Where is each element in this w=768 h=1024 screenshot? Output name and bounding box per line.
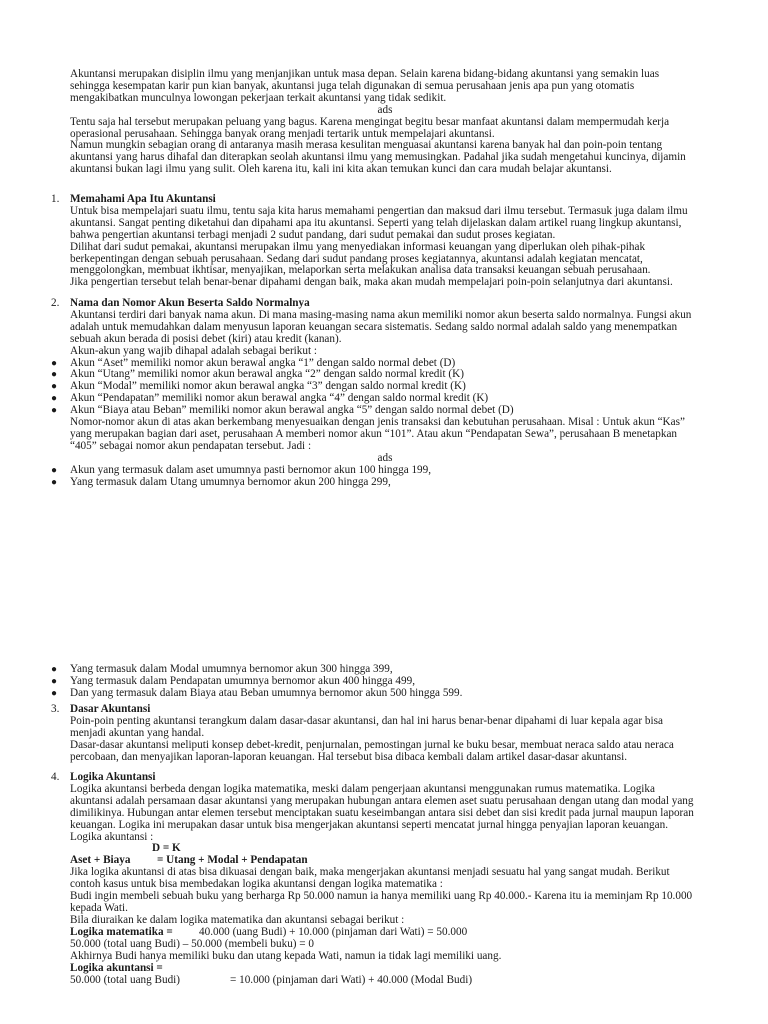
section-3 [51, 703, 700, 764]
section-number: 4. [51, 771, 60, 783]
bullet-icon: ● [51, 464, 58, 476]
equation-right: = Utang + Modal + Pendapatan [157, 854, 308, 867]
equation-left: Aset + Biaya [70, 854, 131, 867]
section-4 [51, 771, 700, 987]
list-item-text: Akun yang termasuk dalam aset umumnya pasti bernomor akun 100 hingga 199, [70, 463, 432, 476]
list-item-text: Akun “Biaya atau Beban” memiliki nomor akun berawal angka “5” dengan saldo normal debet (D) [70, 404, 514, 417]
section-2 [51, 297, 700, 489]
section-1 [51, 193, 700, 289]
list-item-text: Akun “Pendapatan” memiliki nomor akun berawal angka “4” dengan saldo normal kredit (K) [70, 392, 489, 405]
bullet-icon: ● [51, 405, 58, 417]
section-number: 2. [51, 297, 60, 309]
list-item-text: Yang termasuk dalam Utang umumnya bernomor akun 200 hingga 299, [70, 475, 391, 488]
equation-accounting [70, 855, 700, 867]
section-paragraph: Jika pengertian tersebut telah benar-benar dipahami dengan baik, maka akan mudah mempelajari poin-poin selanjutnya dari akuntansi. [70, 276, 673, 289]
section-number: 1. [51, 193, 60, 205]
intro-paragraph-3: Namun mungkin sebagian orang di antaranya masih merasa kesulitan menguasai akuntansi karena banyak hal dan poin-poin tentang akuntansi yang harus dihafal dan diterapkan seolah akuntansi ilmu yang memusingkan. Padahal jika sudah mengetahui kuncinya, dijamin akuntansi bukan lagi ilmu yang sulit. Oleh karena itu, kali ini kita akan temukan kunci dan cara mudah belajar akuntansi. [70, 139, 686, 176]
section-paragraph: Poin-poin penting akuntansi terangkum dalam dasar-dasar akuntansi, dan hal ini harus benar-benar dipahami di luar kepala agar bisa menjadi akuntan yang handal. [70, 714, 663, 739]
bullet-icon: ● [51, 381, 58, 393]
intro-section [70, 69, 700, 176]
bullet-icon: ● [51, 357, 58, 369]
section-paragraph: Budi ingin membeli sebuah buku yang berharga Rp 50.000 namun ia hanya memiliki uang Rp 40.000.- Karena itu ia meminjam Rp 10.000 kepada Wati. [70, 890, 693, 915]
section-paragraph: Dasar-dasar akuntansi meliputi konsep debet-kredit, penjurnalan, pemostingan jurnal ke buku besar, membuat neraca saldo atau neraca percobaan, dan menyajikan laporan-laporan keuangan. Hal tersebut bisa dibaca kembali dalam artikel dasar-dasar akuntansi. [70, 738, 674, 763]
bullet-icon: ● [51, 393, 58, 405]
list-item-text: Dan yang termasuk dalam Biaya atau Beban umumnya bernomor akun 500 hingga 599. [70, 686, 463, 699]
section-paragraph: Nomor-nomor akun di atas akan berkembang menyesuaikan dengan jenis transaksi dan kebutuhan perusahaan. Misal : Untuk akun “Kas” yang merupakan bagian dari aset, perusahaan A memberi nomor akun “101”. Atau akun “Pendapatan Sewa”, perusahaan B menetapkan “405” sebagai nomor akun pendapatan tersebut. Jadi : [70, 416, 685, 452]
section-paragraph: Logika akuntansi : [70, 830, 154, 843]
bullet-icon: ● [51, 476, 58, 488]
section-paragraph: 50.000 (total uang Budi) – 50.000 (membeli buku) = 0 [70, 937, 315, 950]
section-heading: Logika Akuntansi [70, 771, 156, 783]
section-2-continued [51, 663, 700, 700]
list-item [51, 686, 700, 700]
list-item [51, 404, 700, 417]
logika-matematika-row [70, 927, 700, 939]
section-heading: Dasar Akuntansi [70, 703, 151, 715]
list-item [51, 463, 700, 477]
list-item-text: Yang termasuk dalam Pendapatan umumnya bernomor akun 400 hingga 499, [70, 674, 415, 687]
section-paragraph: Akuntansi terdiri dari banyak nama akun. Di mana masing-masing nama akun memiliki nomor akun beserta saldo normalnya. Fungsi akun adalah untuk memudahkan dalam menyusun laporan keuangan secara sistematis. Sedang saldo normal adalah saldo yang menempatkan sebuah akun berada di posisi debet (kiri) atau kredit (kanan). [70, 308, 692, 345]
section-paragraph: Bila diuraikan ke dalam logika matematika dan akuntansi sebagai berikut : [70, 914, 405, 927]
list-item-text: Akun “Aset” memiliki nomor akun berawal angka “1” dengan saldo normal debet (D) [70, 356, 456, 369]
section-paragraph: Untuk bisa mempelajari suatu ilmu, tentu saja kita harus memahami pengertian dan maksud dari ilmu tersebut. Termasuk juga dalam ilmu akuntansi. Sangat penting diketahui dan dipahami apa itu akuntansi. Seperti yang telah dijelaskan dalam artikel ruang lingkup akuntansi, bahwa pengertian akuntansi terbagi menjadi 2 sudut pandang, dari sudut pemakai dan sudut proses kegiatan. [70, 204, 688, 241]
section-heading: Nama dan Nomor Akun Beserta Saldo Normalnya [70, 297, 310, 309]
ads-label: ads [377, 451, 393, 464]
list-item [51, 475, 700, 489]
section-paragraph: Dilihat dari sudut pemakai, akuntansi merupakan ilmu yang menyediakan informasi keuangan yang diperlukan oleh pihak-pihak berkepentingan dengan sebuah perusahaan. Sedang dari sudut pandang proses kegiatannya, akuntansi adalah kegiatan mencatat, menggolongkan, membuat ikhtisar, menyajikan, melaporkan serta melakukan analisa data transaksi keuangan sebuah perusahaan. [70, 240, 651, 277]
logika-matematika-value: 40.000 (uang Budi) + 10.000 (pinjaman dari Wati) = 50.000 [199, 925, 468, 938]
section-paragraph: Jika logika akuntansi di atas bisa dikuasai dengan baik, maka mengerjakan akuntansi menjadi sesuatu hal yang sangat mudah. Berikut contoh kasus untuk bisa membedakan logika akuntansi dengan logika matematika : [70, 866, 670, 891]
bullet-icon: ● [51, 664, 58, 675]
logika-akuntansi-label: Logika akuntansi = [70, 961, 163, 974]
intro-paragraph-2: Tentu saja hal tersebut merupakan peluang yang bagus. Karena mengingat begitu besar manfaat akuntansi dalam mempermudah kerja operasional perusahaan. Sehingga banyak orang menjadi tertarik untuk mempelajari akuntansi. [70, 115, 670, 140]
list-item-text: Yang termasuk dalam Modal umumnya bernomor akun 300 hingga 399, [70, 663, 393, 675]
intro-paragraph-1: Akuntansi merupakan disiplin ilmu yang menjanjikan untuk masa depan. Selain karena bidang-bidang akuntansi yang semakin luas sehingga kesempatan karir pun kian banyak, akuntansi juga telah digunakan di semua perusahaan jenis apa pun yang otomatis mengakibatkan munculnya lowongan pekerjaan terkait akuntansi yang tidak sedikit. [70, 68, 660, 104]
logika-akuntansi-left: 50.000 (total uang Budi) [70, 973, 180, 986]
list-item-text: Akun “Modal” memiliki nomor akun berawal angka “3” dengan saldo normal kredit (K) [70, 380, 466, 393]
list-item-text: Akun “Utang” memiliki nomor akun berawal angka “2” dengan saldo normal kredit (K) [70, 368, 464, 381]
logika-akuntansi-right: = 10.000 (pinjaman dari Wati) + 40.000 (Modal Budi) [230, 973, 473, 986]
ads-label: ads [377, 103, 393, 116]
section-paragraph: Logika akuntansi berbeda dengan logika matematika, meski dalam pengerjaan akuntansi menggunakan rumus matematika. Logika akuntansi adalah persamaan dasar akuntansi yang merupakan hubungan antara elemen aset suatu perusahaan dengan utang dan modal yang dimilikinya. Hubungan antar elemen tersebut menciptakan suatu keseimbangan antara sisi debet dan sisi kredit pada jurnal maupun laporan keuangan. Logika ini merupakan dasar untuk bisa mengerjakan akuntansi seperti mencatat jurnal hingga penyajian laporan keuangan. [70, 782, 694, 831]
bullet-icon: ● [51, 369, 58, 381]
bullet-icon: ● [51, 687, 58, 699]
section-heading: Memahami Apa Itu Akuntansi [70, 193, 216, 205]
equation-text: D = K [152, 842, 181, 855]
logika-matematika-label: Logika matematika = [70, 925, 173, 938]
logika-akuntansi-row [70, 975, 700, 987]
section-number: 3. [51, 703, 60, 715]
section-paragraph: Akun-akun yang wajib dihapal adalah sebagai berikut : [70, 344, 317, 357]
section-paragraph: Akhirnya Budi hanya memiliki buku dan utang kepada Wati, namun ia tidak lagi memiliki uang. [70, 949, 502, 962]
bullet-icon: ● [51, 675, 58, 687]
